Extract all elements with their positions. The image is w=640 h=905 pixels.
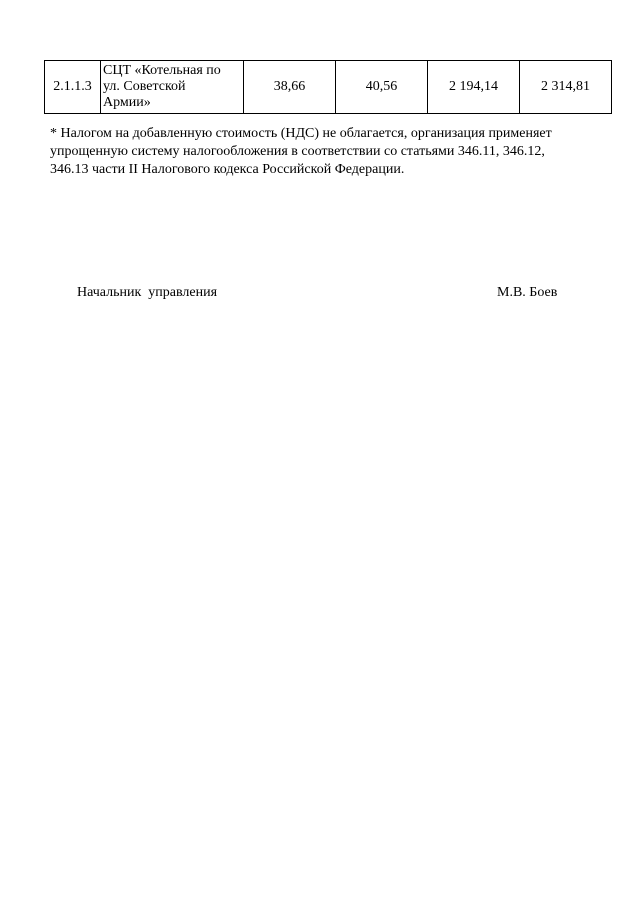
row-name-line: Армии» — [103, 95, 151, 110]
value-cell: 38,66 — [244, 61, 336, 114]
table-row — [45, 61, 612, 114]
row-name-cell — [101, 61, 244, 114]
tariff-table — [44, 60, 612, 114]
vat-footnote — [50, 125, 605, 179]
value-cell: 40,56 — [336, 61, 428, 114]
row-name-line: СЦТ «Котельная по — [103, 63, 221, 78]
signatory-title: Начальник управления — [77, 285, 218, 300]
footnote-line: * Налогом на добавленную стоимость (НДС) не облагается, организация применяет — [50, 126, 552, 141]
row-name-line: ул. Советской — [103, 79, 186, 94]
value-cell: 2 194,14 — [428, 61, 520, 114]
footnote-line: упрощенную систему налогообложения в соответствии со статьями 346.11, 346.12, — [50, 144, 545, 159]
signatory-name: М.В. Боев — [497, 285, 558, 300]
row-number-cell: 2.1.1.3 — [45, 61, 101, 114]
value-cell: 2 314,81 — [520, 61, 612, 114]
footnote-line: 346.13 части II Налогового кодекса Российской Федерации. — [50, 162, 405, 177]
